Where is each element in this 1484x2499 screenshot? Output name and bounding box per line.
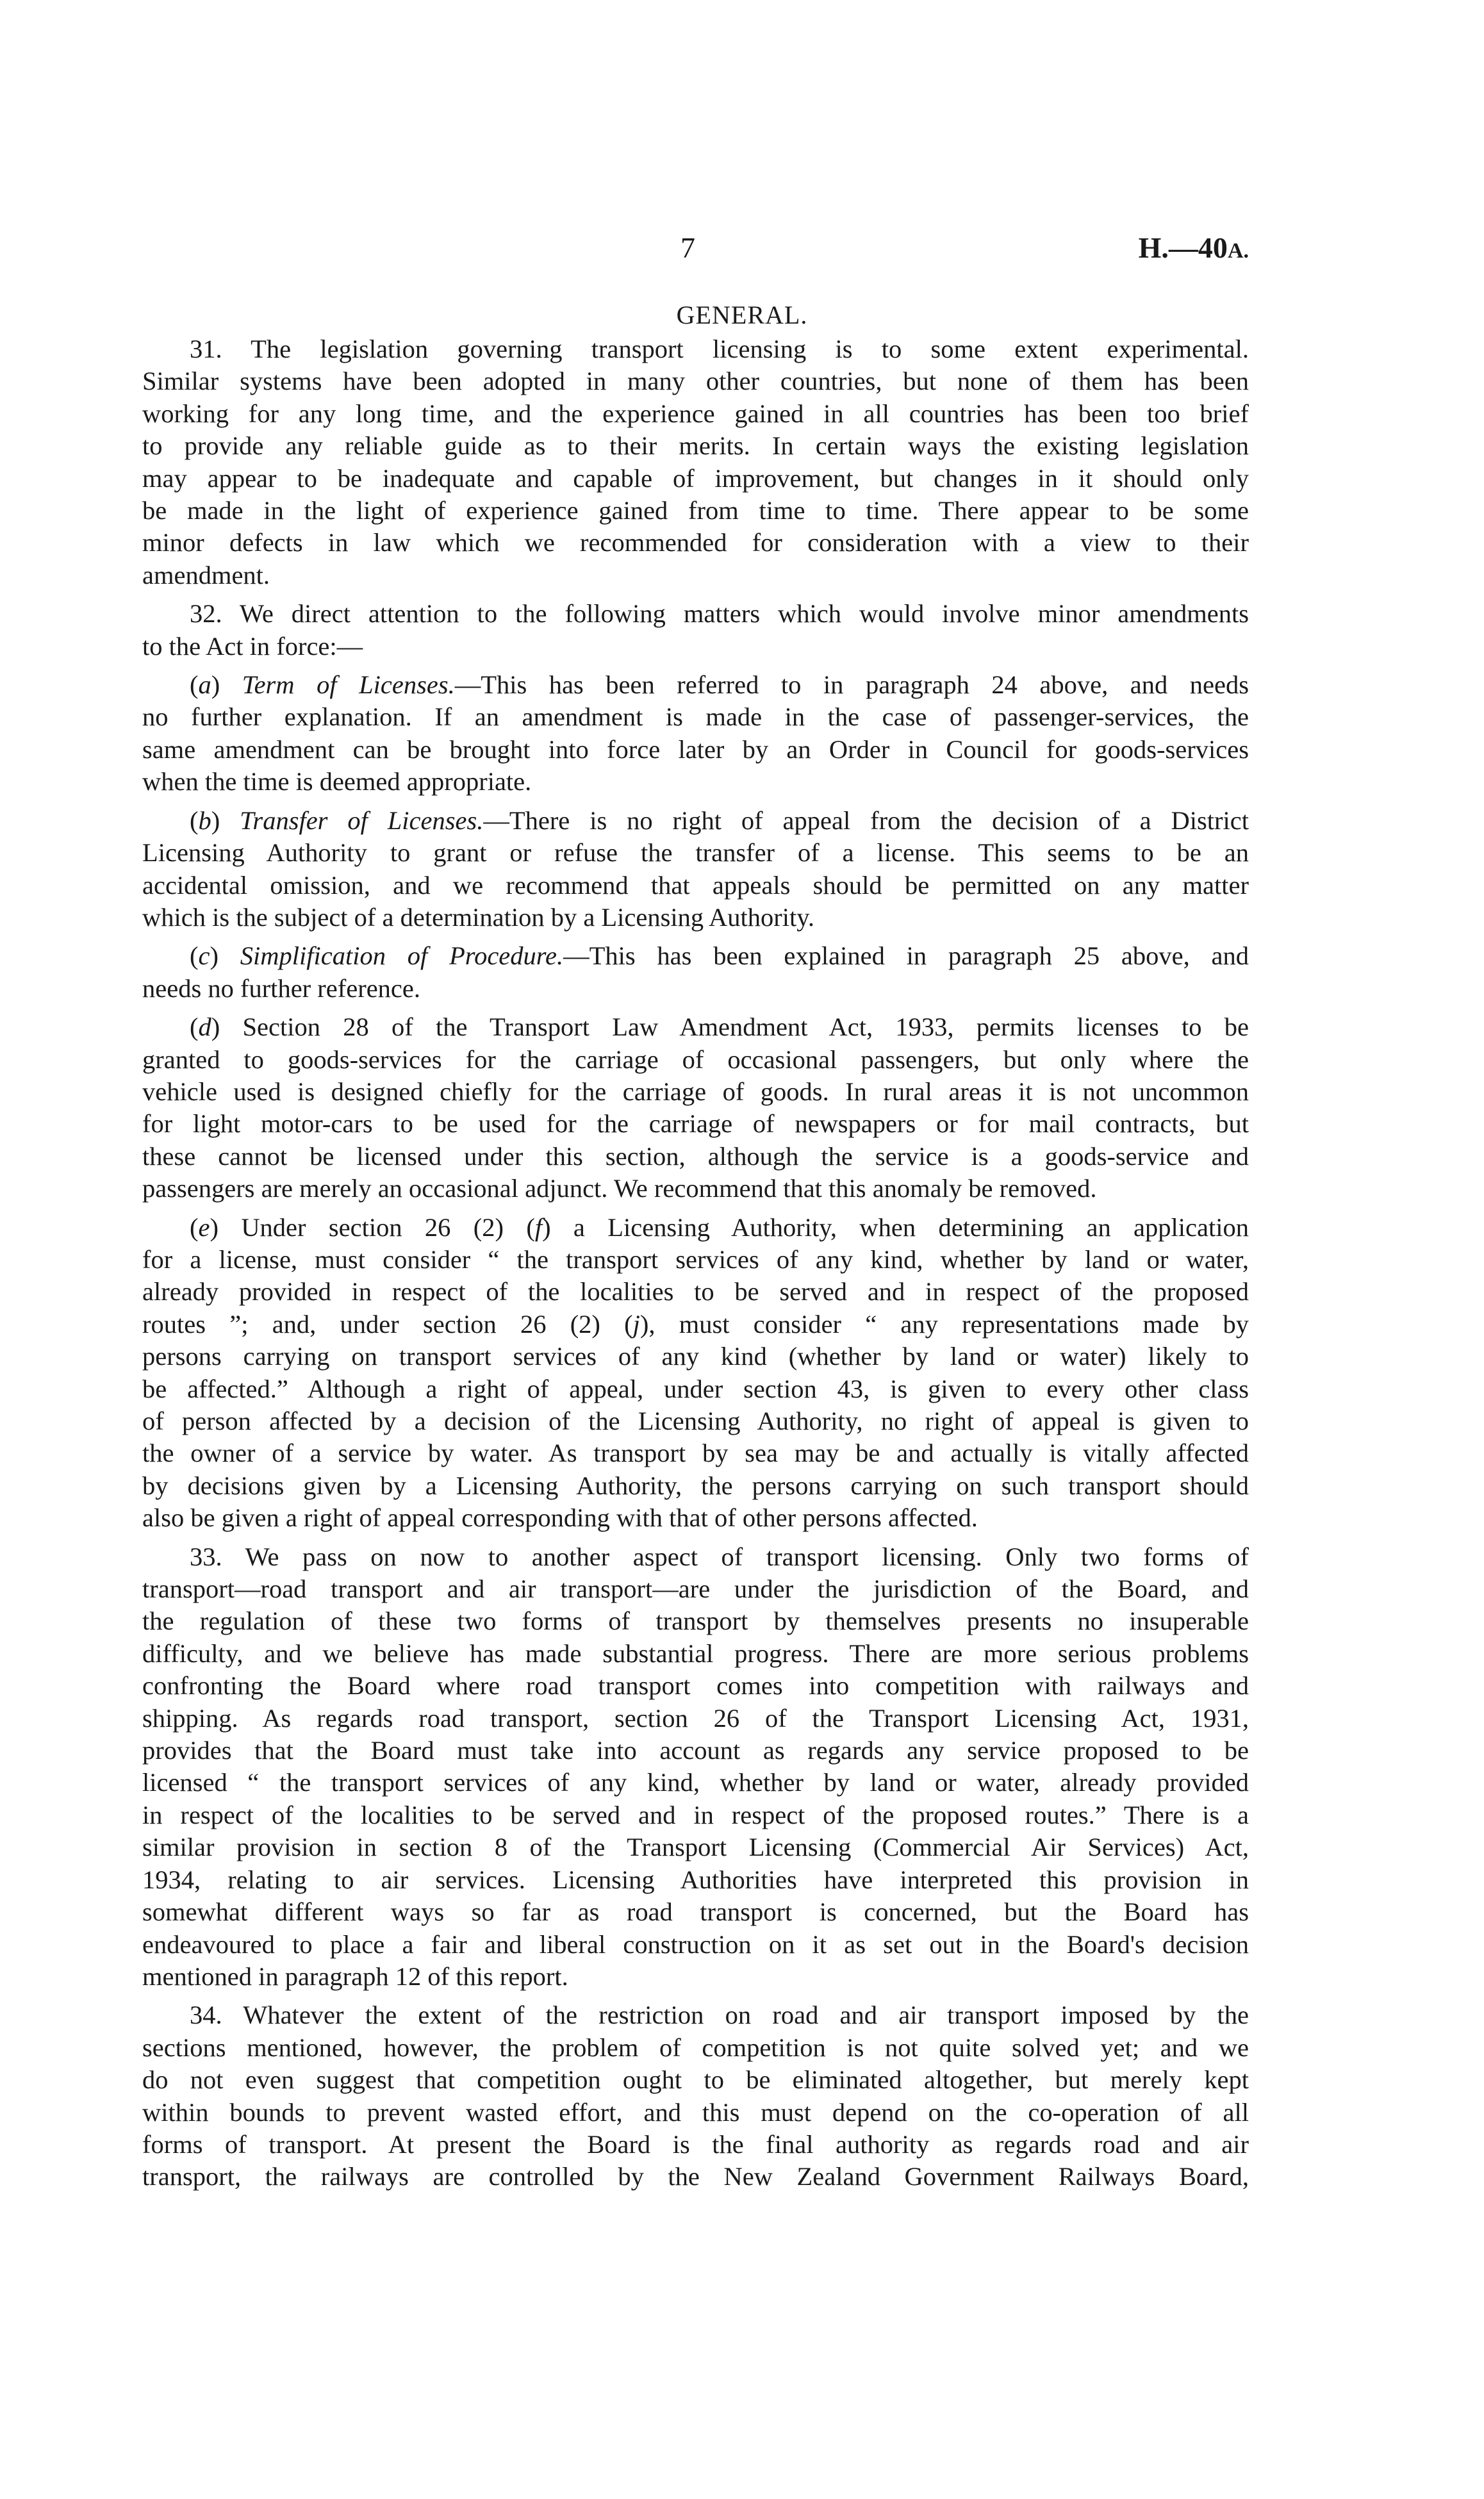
text-line: sections mentioned, however, the problem of competition is not quite solved yet; and we bbox=[142, 2033, 1249, 2062]
text-line: working for any long time, and the experience gained in all countries has been too brief bbox=[142, 399, 1249, 428]
text-line: to provide any reliable guide as to their merits. In certain ways the existing legislation bbox=[142, 431, 1249, 461]
text-line: provides that the Board must take into account as regards any service proposed to be bbox=[142, 1736, 1249, 1765]
paragraph bbox=[142, 805, 1249, 934]
text-segment: ) bbox=[211, 805, 240, 835]
text-line: the regulation of these two forms of transport by themselves presents no insuperable bbox=[142, 1606, 1249, 1636]
document-reference-suffix: A. bbox=[1227, 239, 1249, 263]
text-line: somewhat different ways so far as road transport is concerned, but the Board has bbox=[142, 1897, 1249, 1927]
text-segment: —This has been explained in paragraph 25 above, and bbox=[563, 941, 1249, 971]
text-line: licensed “ the transport services of any kind, whether by land or water, already provided bbox=[142, 1768, 1249, 1797]
text-line bbox=[142, 805, 1249, 837]
section-heading: GENERAL. bbox=[676, 301, 808, 329]
paragraph bbox=[142, 1541, 1249, 1993]
paragraph bbox=[142, 940, 1249, 1005]
text-line: 32. We direct attention to the following matters which would involve minor amendments bbox=[190, 599, 1249, 629]
text-line: confronting the Board where road transport comes into competition with railways and bbox=[142, 1671, 1249, 1701]
italic-text: f bbox=[534, 1212, 543, 1242]
text-line: may appear to be inadequate and capable of improvement, but changes in it should only bbox=[142, 463, 1249, 493]
text-line: minor defects in law which we recommended for consideration with a view to their bbox=[142, 528, 1249, 557]
document-body bbox=[142, 333, 1249, 2200]
italic-text: Simplification of Procedure. bbox=[240, 941, 564, 971]
text-line: be affected.” Although a right of appeal, under section 43, is given to every other class bbox=[142, 1374, 1249, 1403]
text-line: transport—road transport and air transport—are under the jurisdiction of the Board, and bbox=[142, 1574, 1249, 1604]
text-segment: ( bbox=[190, 805, 199, 835]
text-segment: ) Section 28 of the Transport Law Amendment Act, 1933, permits licenses to be bbox=[211, 1012, 1249, 1042]
text-line: granted to goods-services for the carriage of occasional passengers, but only where the bbox=[142, 1044, 1249, 1074]
text-segment: —There is no right of appeal from the decision of a District bbox=[483, 805, 1249, 835]
text-line bbox=[142, 1308, 1249, 1340]
text-line: in respect of the localities to be served and in respect of the proposed routes.” There is a bbox=[142, 1800, 1249, 1829]
italic-text: b bbox=[198, 805, 211, 835]
italic-text: d bbox=[198, 1012, 211, 1042]
text-segment: routes ”; and, under section 26 (2) ( bbox=[142, 1309, 633, 1339]
text-line: which is the subject of a determination by a Licensing Authority. bbox=[142, 902, 815, 932]
paragraph bbox=[142, 1999, 1249, 2193]
italic-text: Transfer of Licenses. bbox=[240, 805, 484, 835]
text-line: forms of transport. At present the Board is the final authority as regards road and air bbox=[142, 2129, 1249, 2159]
paragraph bbox=[142, 598, 1249, 663]
italic-text: j bbox=[632, 1309, 640, 1339]
text-line: shipping. As regards road transport, section 26 of the Transport Licensing Act, 1931, bbox=[142, 1703, 1249, 1733]
text-line: already provided in respect of the localities to be served and in respect of the proposed bbox=[142, 1277, 1249, 1307]
text-line: passengers are merely an occasional adjunct. We recommend that this anomaly be removed. bbox=[142, 1174, 1097, 1203]
text-line: 33. We pass on now to another aspect of transport licensing. Only two forms of bbox=[190, 1542, 1249, 1571]
text-segment: ) Under section 26 (2) ( bbox=[210, 1212, 535, 1242]
text-line: difficulty, and we believe has made substantial progress. There are more serious problems bbox=[142, 1638, 1249, 1668]
italic-text: Term of Licenses. bbox=[242, 670, 455, 700]
text-line: mentioned in paragraph 12 of this report. bbox=[142, 1961, 568, 1991]
text-line: 34. Whatever the extent of the restriction on road and air transport imposed by the bbox=[190, 2000, 1249, 2030]
text-segment: ) bbox=[211, 670, 242, 700]
page-number: 7 bbox=[680, 231, 695, 264]
text-line bbox=[142, 1011, 1249, 1043]
text-segment: ( bbox=[190, 941, 199, 971]
text-line: endeavoured to place a fair and liberal construction on it as set out in the Board's decision bbox=[142, 1929, 1249, 1959]
text-segment: ), must consider “ any representations made by bbox=[639, 1309, 1249, 1339]
text-line: persons carrying on transport services of any kind (whether by land or water) likely to bbox=[142, 1342, 1249, 1371]
text-line: within bounds to prevent wasted effort, and this must depend on the co-operation of all bbox=[142, 2097, 1249, 2127]
text-segment: ) a Licensing Authority, when determining an application bbox=[542, 1212, 1249, 1242]
text-line: Licensing Authority to grant or refuse the transfer of a license. This seems to be an bbox=[142, 838, 1249, 868]
text-line: for light motor-cars to be used for the carriage of newspapers or for mail contracts, but bbox=[142, 1109, 1249, 1139]
text-line bbox=[142, 669, 1249, 701]
text-line: Similar systems have been adopted in many other countries, but none of them has been bbox=[142, 367, 1249, 396]
text-line bbox=[142, 1212, 1249, 1244]
italic-text: a bbox=[198, 670, 211, 700]
text-line: also be given a right of appeal corresponding with that of other persons affected. bbox=[142, 1503, 978, 1533]
text-segment: —This has been referred to in paragraph 24 above, and needs bbox=[454, 670, 1249, 700]
paragraph bbox=[142, 1011, 1249, 1205]
text-line: these cannot be licensed under this section, although the service is a goods-service and bbox=[142, 1141, 1249, 1171]
text-line bbox=[142, 940, 1249, 972]
text-line: of person affected by a decision of the Licensing Authority, no right of appeal is given to bbox=[142, 1406, 1249, 1435]
text-line: vehicle used is designed chiefly for the carriage of goods. In rural areas it is not uncommon bbox=[142, 1076, 1249, 1106]
text-line: the owner of a service by water. As transport by sea may be and actually is vitally affected bbox=[142, 1439, 1249, 1468]
italic-text: e bbox=[198, 1212, 210, 1242]
paragraph bbox=[142, 1212, 1249, 1535]
text-line: similar provision in section 8 of the Transport Licensing (Commercial Air Services) Act, bbox=[142, 1833, 1249, 1862]
paragraph bbox=[142, 333, 1249, 591]
document-reference-main: H.—40 bbox=[1138, 231, 1228, 264]
text-line: same amendment can be brought into force later by an Order in Council for goods-services bbox=[142, 734, 1249, 764]
text-line: amendment. bbox=[142, 560, 270, 590]
document-reference bbox=[1139, 231, 1249, 265]
text-line: needs no further reference. bbox=[142, 973, 420, 1003]
text-segment: ( bbox=[190, 1212, 199, 1242]
text-line: accidental omission, and we recommend that appeals should be permitted on any matter bbox=[142, 870, 1249, 900]
text-line: do not even suggest that competition ought to be eliminated altogether, but merely kept bbox=[142, 2065, 1249, 2095]
text-line: no further explanation. If an amendment is made in the case of passenger-services, the bbox=[142, 702, 1249, 732]
text-segment: ) bbox=[210, 941, 240, 971]
text-segment: ( bbox=[190, 670, 199, 700]
italic-text: c bbox=[198, 941, 210, 971]
text-line: 1934, relating to air services. Licensing Authorities have interpreted this provision in bbox=[142, 1865, 1249, 1894]
text-line: be made in the light of experience gained from time to time. There appear to be some bbox=[142, 496, 1249, 525]
text-segment: ( bbox=[190, 1012, 199, 1042]
text-line: by decisions given by a Licensing Authority, the persons carrying on such transport should bbox=[142, 1471, 1249, 1500]
paragraph bbox=[142, 669, 1249, 798]
text-line: transport, the railways are controlled by the New Zealand Government Railways Board, bbox=[142, 2162, 1249, 2191]
text-line: when the time is deemed appropriate. bbox=[142, 767, 532, 796]
text-line: for a license, must consider “ the transport services of any kind, whether by land or water, bbox=[142, 1244, 1249, 1274]
text-line: 31. The legislation governing transport licensing is to some extent experimental. bbox=[190, 334, 1249, 363]
text-line: to the Act in force:— bbox=[142, 631, 363, 661]
